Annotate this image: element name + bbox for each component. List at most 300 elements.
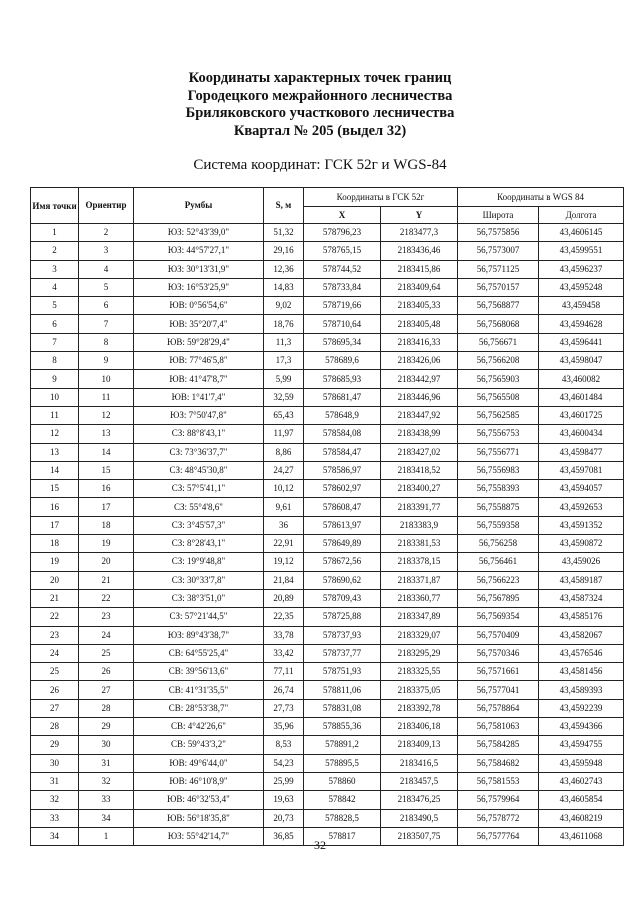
header-rumb: Румбы: [134, 188, 264, 224]
y-cell: 2183426,06: [381, 352, 458, 370]
distance-cell: 65,43: [264, 406, 304, 424]
x-cell: 578672,56: [304, 553, 381, 571]
orient-cell: 8: [79, 333, 134, 351]
latitude-cell: 56,7559358: [458, 516, 539, 534]
orient-cell: 3: [79, 242, 134, 260]
latitude-cell: 56,7570409: [458, 626, 539, 644]
longitude-cell: 43,4598047: [539, 352, 624, 370]
y-cell: 2183438,99: [381, 425, 458, 443]
header-y: Y: [381, 207, 458, 224]
point-name-cell: 18: [31, 535, 79, 553]
table-row: [31, 608, 624, 626]
table-row: [31, 242, 624, 260]
table-row: [31, 224, 624, 242]
distance-cell: 10,12: [264, 480, 304, 498]
longitude-cell: 43,4591352: [539, 516, 624, 534]
table-row: [31, 388, 624, 406]
y-cell: 2183442,97: [381, 370, 458, 388]
distance-cell: 20,89: [264, 589, 304, 607]
x-cell: 578690,62: [304, 571, 381, 589]
orient-cell: 11: [79, 388, 134, 406]
x-cell: 578709,43: [304, 589, 381, 607]
x-cell: 578765,15: [304, 242, 381, 260]
rumb-cell: СВ: 41°31'35,5": [134, 681, 264, 699]
longitude-cell: 43,4595948: [539, 754, 624, 772]
rumb-cell: ЮВ: 1°41'7,4": [134, 388, 264, 406]
rumb-cell: ЮВ: 46°10'8,9": [134, 772, 264, 790]
latitude-cell: 56,7584682: [458, 754, 539, 772]
distance-cell: 20,73: [264, 809, 304, 827]
x-cell: 578744,52: [304, 260, 381, 278]
point-name-cell: 14: [31, 461, 79, 479]
latitude-cell: 56,7584285: [458, 736, 539, 754]
x-cell: 578681,47: [304, 388, 381, 406]
distance-cell: 21,84: [264, 571, 304, 589]
header-distance: S, м: [264, 188, 304, 224]
latitude-cell: 56,7566208: [458, 352, 539, 370]
x-cell: 578602,97: [304, 480, 381, 498]
latitude-cell: 56,7566223: [458, 571, 539, 589]
point-name-cell: 23: [31, 626, 79, 644]
latitude-cell: 56,7565903: [458, 370, 539, 388]
point-name-cell: 8: [31, 352, 79, 370]
rumb-cell: СЗ: 3°45'57,3": [134, 516, 264, 534]
longitude-cell: 43,4596237: [539, 260, 624, 278]
longitude-cell: 43,4598477: [539, 443, 624, 461]
distance-cell: 22,91: [264, 535, 304, 553]
y-cell: 2183446,96: [381, 388, 458, 406]
orient-cell: 1: [79, 827, 134, 845]
x-cell: 578725,88: [304, 608, 381, 626]
orient-cell: 6: [79, 297, 134, 315]
orient-cell: 16: [79, 480, 134, 498]
longitude-cell: 43,4597081: [539, 461, 624, 479]
y-cell: 2183378,15: [381, 553, 458, 571]
rumb-cell: СЗ: 88°8'43,1": [134, 425, 264, 443]
table-row: [31, 516, 624, 534]
x-cell: 578695,34: [304, 333, 381, 351]
rumb-cell: ЮВ: 59°28'29,4": [134, 333, 264, 351]
y-cell: 2183405,33: [381, 297, 458, 315]
point-name-cell: 33: [31, 809, 79, 827]
distance-cell: 22,35: [264, 608, 304, 626]
orient-cell: 4: [79, 260, 134, 278]
header-longitude: Долгота: [539, 207, 624, 224]
table-row: [31, 333, 624, 351]
latitude-cell: 56,7571661: [458, 663, 539, 681]
longitude-cell: 43,4587324: [539, 589, 624, 607]
distance-cell: 29,16: [264, 242, 304, 260]
distance-cell: 11,97: [264, 425, 304, 443]
point-name-cell: 20: [31, 571, 79, 589]
title-line-3: Бриляковского участкового лесничества: [185, 105, 455, 121]
latitude-cell: 56,7568877: [458, 297, 539, 315]
header-point-name: Имя точки: [31, 188, 79, 224]
y-cell: 2183507,75: [381, 827, 458, 845]
rumb-cell: СВ: 39°56'13,6": [134, 663, 264, 681]
longitude-cell: 43,4611068: [539, 827, 624, 845]
table-row: [31, 736, 624, 754]
y-cell: 2183418,52: [381, 461, 458, 479]
rumb-cell: ЮВ: 77°46'5,8": [134, 352, 264, 370]
latitude-cell: 56,7577764: [458, 827, 539, 845]
table-row: [31, 480, 624, 498]
table-row: [31, 406, 624, 424]
orient-cell: 18: [79, 516, 134, 534]
orient-cell: 32: [79, 772, 134, 790]
longitude-cell: 43,4594366: [539, 718, 624, 736]
x-cell: 578737,77: [304, 644, 381, 662]
rumb-cell: СЗ: 57°21'44,5": [134, 608, 264, 626]
table-row: [31, 644, 624, 662]
table-row: [31, 626, 624, 644]
header-orient: Ориентир: [79, 188, 134, 224]
longitude-cell: 43,459458: [539, 297, 624, 315]
point-name-cell: 17: [31, 516, 79, 534]
y-cell: 2183409,64: [381, 278, 458, 296]
rumb-cell: ЮЗ: 52°43'39,0": [134, 224, 264, 242]
x-cell: 578855,36: [304, 718, 381, 736]
rumb-cell: СЗ: 19°9'48,8": [134, 553, 264, 571]
y-cell: 2183400,27: [381, 480, 458, 498]
rumb-cell: СЗ: 73°36'37,7": [134, 443, 264, 461]
point-name-cell: 34: [31, 827, 79, 845]
y-cell: 2183427,02: [381, 443, 458, 461]
x-cell: 578649,89: [304, 535, 381, 553]
table-row: [31, 791, 624, 809]
longitude-cell: 43,4608219: [539, 809, 624, 827]
y-cell: 2183392,78: [381, 699, 458, 717]
header-x: X: [304, 207, 381, 224]
distance-cell: 9,61: [264, 498, 304, 516]
latitude-cell: 56,7578864: [458, 699, 539, 717]
table-row: [31, 809, 624, 827]
page-number: 32: [314, 838, 326, 852]
table-row: [31, 663, 624, 681]
latitude-cell: 56,7568068: [458, 315, 539, 333]
latitude-cell: 56,7575856: [458, 224, 539, 242]
orient-cell: 13: [79, 425, 134, 443]
table-row: [31, 553, 624, 571]
point-name-cell: 10: [31, 388, 79, 406]
y-cell: 2183490,5: [381, 809, 458, 827]
point-name-cell: 22: [31, 608, 79, 626]
rumb-cell: СЗ: 55°4'8,6": [134, 498, 264, 516]
point-name-cell: 32: [31, 791, 79, 809]
orient-cell: 31: [79, 754, 134, 772]
table-row: [31, 278, 624, 296]
point-name-cell: 25: [31, 663, 79, 681]
point-name-cell: 7: [31, 333, 79, 351]
table-row: [31, 699, 624, 717]
x-cell: 578751,93: [304, 663, 381, 681]
rumb-cell: СЗ: 38°3'51,0": [134, 589, 264, 607]
rumb-cell: СВ: 64°55'25,4": [134, 644, 264, 662]
table-row: [31, 498, 624, 516]
x-cell: 578689,6: [304, 352, 381, 370]
distance-cell: 8,86: [264, 443, 304, 461]
orient-cell: 26: [79, 663, 134, 681]
table-row: [31, 443, 624, 461]
rumb-cell: ЮЗ: 7°50'47,8": [134, 406, 264, 424]
orient-cell: 33: [79, 791, 134, 809]
table-row: [31, 772, 624, 790]
latitude-cell: 56,7581063: [458, 718, 539, 736]
latitude-cell: 56,7579964: [458, 791, 539, 809]
orient-cell: 27: [79, 681, 134, 699]
table-row: [31, 297, 624, 315]
orient-cell: 29: [79, 718, 134, 736]
orient-cell: 22: [79, 589, 134, 607]
y-cell: 2183477,3: [381, 224, 458, 242]
y-cell: 2183347,89: [381, 608, 458, 626]
y-cell: 2183371,87: [381, 571, 458, 589]
distance-cell: 27,73: [264, 699, 304, 717]
x-cell: 578685,93: [304, 370, 381, 388]
latitude-cell: 56,7569354: [458, 608, 539, 626]
distance-cell: 54,23: [264, 754, 304, 772]
table-row: [31, 461, 624, 479]
rumb-cell: СВ: 4°42'26,6": [134, 718, 264, 736]
y-cell: 2183406,18: [381, 718, 458, 736]
y-cell: 2183447,92: [381, 406, 458, 424]
y-cell: 2183416,5: [381, 754, 458, 772]
orient-cell: 20: [79, 553, 134, 571]
table-row: [31, 681, 624, 699]
longitude-cell: 43,4599551: [539, 242, 624, 260]
y-cell: 2183436,46: [381, 242, 458, 260]
latitude-cell: 56,7558393: [458, 480, 539, 498]
longitude-cell: 43,4589393: [539, 681, 624, 699]
point-name-cell: 28: [31, 718, 79, 736]
rumb-cell: ЮЗ: 16°53'25,9": [134, 278, 264, 296]
x-cell: 578891,2: [304, 736, 381, 754]
title-line-2: Городецкого межрайонного лесничества: [187, 87, 453, 104]
orient-cell: 15: [79, 461, 134, 479]
longitude-cell: 43,4606145: [539, 224, 624, 242]
longitude-cell: 43,460082: [539, 370, 624, 388]
table-row: [31, 589, 624, 607]
longitude-cell: 43,4590872: [539, 535, 624, 553]
latitude-cell: 56,7556753: [458, 425, 539, 443]
distance-cell: 26,74: [264, 681, 304, 699]
distance-cell: 35,96: [264, 718, 304, 736]
y-cell: 2183416,33: [381, 333, 458, 351]
header-latitude: Широта: [458, 207, 539, 224]
x-cell: 578613,97: [304, 516, 381, 534]
orient-cell: 5: [79, 278, 134, 296]
y-cell: 2183329,07: [381, 626, 458, 644]
point-name-cell: 4: [31, 278, 79, 296]
x-cell: 578817: [304, 827, 381, 845]
distance-cell: 19,12: [264, 553, 304, 571]
x-cell: 578719,66: [304, 297, 381, 315]
distance-cell: 24,27: [264, 461, 304, 479]
distance-cell: 8,53: [264, 736, 304, 754]
table-body: [31, 224, 624, 846]
orient-cell: 21: [79, 571, 134, 589]
longitude-cell: 43,4582067: [539, 626, 624, 644]
coordinate-system-label: Система координат: ГСК 52г и WGS-84: [193, 157, 447, 173]
latitude-cell: 56,7573007: [458, 242, 539, 260]
rumb-cell: ЮЗ: 30°13'31,9": [134, 260, 264, 278]
rumb-cell: СЗ: 57°5'41,1": [134, 480, 264, 498]
longitude-cell: 43,4602743: [539, 772, 624, 790]
longitude-cell: 43,4601725: [539, 406, 624, 424]
latitude-cell: 56,7567895: [458, 589, 539, 607]
longitude-cell: 43,4581456: [539, 663, 624, 681]
longitude-cell: 43,4592653: [539, 498, 624, 516]
distance-cell: 33,78: [264, 626, 304, 644]
y-cell: 2183405,48: [381, 315, 458, 333]
latitude-cell: 56,7565508: [458, 388, 539, 406]
point-name-cell: 31: [31, 772, 79, 790]
x-cell: 578828,5: [304, 809, 381, 827]
y-cell: 2183381,53: [381, 535, 458, 553]
y-cell: 2183375,05: [381, 681, 458, 699]
point-name-cell: 24: [31, 644, 79, 662]
longitude-cell: 43,4589187: [539, 571, 624, 589]
orient-cell: 9: [79, 352, 134, 370]
longitude-cell: 43,4596441: [539, 333, 624, 351]
orient-cell: 34: [79, 809, 134, 827]
point-name-cell: 16: [31, 498, 79, 516]
latitude-cell: 56,7581553: [458, 772, 539, 790]
rumb-cell: ЮВ: 0°56'54,6": [134, 297, 264, 315]
longitude-cell: 43,4600434: [539, 425, 624, 443]
document-title: [0, 70, 640, 140]
latitude-cell: 56,7571125: [458, 260, 539, 278]
table-row: [31, 571, 624, 589]
point-name-cell: 11: [31, 406, 79, 424]
x-cell: 578895,5: [304, 754, 381, 772]
point-name-cell: 21: [31, 589, 79, 607]
orient-cell: 10: [79, 370, 134, 388]
y-cell: 2183360,77: [381, 589, 458, 607]
latitude-cell: 56,756258: [458, 535, 539, 553]
coordinates-table: [30, 187, 624, 846]
y-cell: 2183476,25: [381, 791, 458, 809]
longitude-cell: 43,4594755: [539, 736, 624, 754]
distance-cell: 19,63: [264, 791, 304, 809]
distance-cell: 51,32: [264, 224, 304, 242]
point-name-cell: 29: [31, 736, 79, 754]
distance-cell: 14,83: [264, 278, 304, 296]
point-name-cell: 15: [31, 480, 79, 498]
orient-cell: 14: [79, 443, 134, 461]
latitude-cell: 56,7558875: [458, 498, 539, 516]
rumb-cell: ЮВ: 49°6'44,0": [134, 754, 264, 772]
x-cell: 578811,06: [304, 681, 381, 699]
latitude-cell: 56,756461: [458, 553, 539, 571]
orient-cell: 19: [79, 535, 134, 553]
table-row: [31, 260, 624, 278]
y-cell: 2183383,9: [381, 516, 458, 534]
x-cell: 578648,9: [304, 406, 381, 424]
table-header: [31, 188, 624, 224]
x-cell: 578586,97: [304, 461, 381, 479]
point-name-cell: 2: [31, 242, 79, 260]
point-name-cell: 27: [31, 699, 79, 717]
distance-cell: 36,85: [264, 827, 304, 845]
latitude-cell: 56,7556771: [458, 443, 539, 461]
y-cell: 2183295,29: [381, 644, 458, 662]
y-cell: 2183325,55: [381, 663, 458, 681]
y-cell: 2183409,13: [381, 736, 458, 754]
longitude-cell: 43,4594057: [539, 480, 624, 498]
rumb-cell: ЮЗ: 44°57'27,1": [134, 242, 264, 260]
table-row: [31, 535, 624, 553]
table-row: [31, 754, 624, 772]
orient-cell: 12: [79, 406, 134, 424]
distance-cell: 33,42: [264, 644, 304, 662]
distance-cell: 18,76: [264, 315, 304, 333]
latitude-cell: 56,7577041: [458, 681, 539, 699]
distance-cell: 9,02: [264, 297, 304, 315]
orient-cell: 17: [79, 498, 134, 516]
header-group-gsk: Координаты в ГСК 52г: [304, 188, 458, 207]
rumb-cell: СЗ: 30°33'7,8": [134, 571, 264, 589]
rumb-cell: ЮВ: 46°32'53,4": [134, 791, 264, 809]
rumb-cell: ЮЗ: 89°43'38,7": [134, 626, 264, 644]
x-cell: 578584,08: [304, 425, 381, 443]
longitude-cell: 43,4605854: [539, 791, 624, 809]
rumb-cell: СЗ: 8°28'43,1": [134, 535, 264, 553]
table-row: [31, 315, 624, 333]
point-name-cell: 1: [31, 224, 79, 242]
latitude-cell: 56,7570157: [458, 278, 539, 296]
longitude-cell: 43,4592239: [539, 699, 624, 717]
y-cell: 2183415,86: [381, 260, 458, 278]
distance-cell: 36: [264, 516, 304, 534]
point-name-cell: 19: [31, 553, 79, 571]
longitude-cell: 43,4585176: [539, 608, 624, 626]
x-cell: 578608,47: [304, 498, 381, 516]
point-name-cell: 9: [31, 370, 79, 388]
latitude-cell: 56,7562585: [458, 406, 539, 424]
distance-cell: 32,59: [264, 388, 304, 406]
orient-cell: 25: [79, 644, 134, 662]
table-row: [31, 425, 624, 443]
point-name-cell: 13: [31, 443, 79, 461]
header-group-wgs: Координаты в WGS 84: [458, 188, 624, 207]
orient-cell: 23: [79, 608, 134, 626]
longitude-cell: 43,4595248: [539, 278, 624, 296]
rumb-cell: ЮВ: 56°18'35,8": [134, 809, 264, 827]
point-name-cell: 30: [31, 754, 79, 772]
x-cell: 578737,93: [304, 626, 381, 644]
rumb-cell: СВ: 28°53'38,7": [134, 699, 264, 717]
table-row: [31, 718, 624, 736]
point-name-cell: 12: [31, 425, 79, 443]
rumb-cell: ЮВ: 41°47'8,7": [134, 370, 264, 388]
distance-cell: 5,99: [264, 370, 304, 388]
orient-cell: 28: [79, 699, 134, 717]
x-cell: 578584,47: [304, 443, 381, 461]
longitude-cell: 43,4601484: [539, 388, 624, 406]
longitude-cell: 43,4594628: [539, 315, 624, 333]
point-name-cell: 6: [31, 315, 79, 333]
rumb-cell: СВ: 59°43'3,2": [134, 736, 264, 754]
distance-cell: 25,99: [264, 772, 304, 790]
title-line-4: Квартал № 205 (выдел 32): [233, 122, 407, 139]
distance-cell: 12,36: [264, 260, 304, 278]
x-cell: 578831,08: [304, 699, 381, 717]
x-cell: 578842: [304, 791, 381, 809]
point-name-cell: 5: [31, 297, 79, 315]
x-cell: 578796,23: [304, 224, 381, 242]
orient-cell: 2: [79, 224, 134, 242]
